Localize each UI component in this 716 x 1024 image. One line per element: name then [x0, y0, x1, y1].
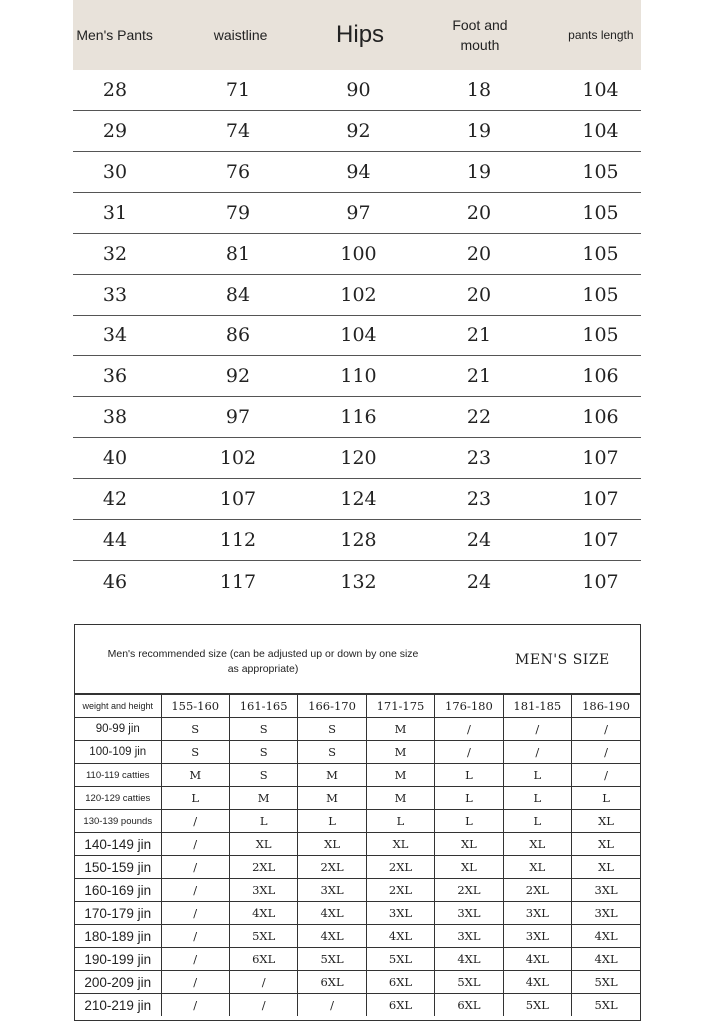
recommended-size-cell: S [229, 764, 297, 787]
recommended-size-cell: XL [435, 833, 503, 856]
cell-size: 30 [102, 160, 128, 183]
recommended-size-cell: / [229, 994, 297, 1017]
recommended-size-cell: / [161, 833, 229, 856]
cell-hips: 104 [340, 324, 377, 347]
recommended-size-cell: / [503, 741, 571, 764]
cell-waistline: 84 [225, 283, 251, 306]
recommended-size-cell: 3XL [503, 925, 571, 948]
recommended-size-cell: XL [572, 810, 640, 833]
cell-pants-length: 107 [582, 447, 619, 470]
weight-row [75, 764, 640, 787]
weight-label: 100-109 jin [75, 741, 161, 764]
cell-hips: 102 [340, 283, 377, 306]
cell-size: 36 [102, 365, 128, 388]
cell-pants-length: 107 [582, 488, 619, 511]
weight-label: 90-99 jin [75, 718, 161, 741]
cell-size: 32 [102, 242, 128, 265]
recommended-size-cell: / [572, 741, 640, 764]
weight-label: 190-199 jin [75, 948, 161, 971]
recommended-size-cell: XL [572, 856, 640, 879]
height-range: 166-170 [298, 695, 366, 718]
recommended-size-cell: 4XL [572, 925, 640, 948]
weight-label: 200-209 jin [75, 971, 161, 994]
cell-pants-length: 106 [582, 365, 619, 388]
cell-pants-length: 104 [582, 119, 619, 142]
weight-row [75, 718, 640, 741]
cell-pants-length: 105 [582, 201, 619, 224]
cell-pants-length: 107 [582, 570, 619, 593]
cell-pants-length: 104 [582, 78, 619, 101]
size-table-body [73, 70, 641, 602]
cell-hips: 92 [346, 119, 371, 142]
cell-waistline: 71 [225, 78, 251, 101]
recommended-size-cell: 5XL [435, 971, 503, 994]
recommended-size-cell: XL [298, 833, 366, 856]
recommended-size-cell: 6XL [298, 971, 366, 994]
recommended-size-cell: / [161, 856, 229, 879]
weight-row [75, 948, 640, 971]
cell-pants-length: 106 [582, 406, 619, 429]
recommended-size-cell: XL [503, 833, 571, 856]
cell-foot-and-mouth: 18 [466, 78, 492, 101]
cell-pants-length: 107 [582, 529, 619, 552]
weight-label: 120-129 catties [75, 787, 161, 810]
recommended-size-cell: / [298, 994, 366, 1017]
recommended-size-cell: 4XL [503, 971, 571, 994]
cell-foot-and-mouth: 20 [466, 201, 492, 224]
size-row [73, 70, 641, 111]
cell-foot-and-mouth: 23 [466, 447, 492, 470]
weight-label: 150-159 jin [75, 856, 161, 879]
size-row [73, 275, 641, 316]
weight-label: 170-179 jin [75, 902, 161, 925]
cell-waistline: 79 [225, 201, 251, 224]
recommended-size-cell: / [435, 718, 503, 741]
cell-hips: 100 [340, 242, 377, 265]
size-row [73, 520, 641, 561]
recommended-size-cell: M [298, 764, 366, 787]
cell-foot-and-mouth: 21 [466, 324, 492, 347]
weight-row [75, 833, 640, 856]
cell-foot-and-mouth: 23 [466, 488, 492, 511]
weight-label: 160-169 jin [75, 879, 161, 902]
recommended-size-chart [74, 624, 641, 1021]
height-range: 176-180 [435, 695, 503, 718]
cell-foot-and-mouth: 20 [466, 242, 492, 265]
cell-foot-and-mouth: 19 [466, 160, 492, 183]
recommended-size-cell: 4XL [229, 902, 297, 925]
weight-label: 140-149 jin [75, 833, 161, 856]
header-mens-pants: Men's Pants [76, 27, 153, 43]
corner-label: weight and height [75, 695, 161, 718]
recommended-size-cell: / [503, 718, 571, 741]
cell-pants-length: 105 [582, 242, 619, 265]
recommended-size-cell: / [572, 718, 640, 741]
cell-foot-and-mouth: 21 [466, 365, 492, 388]
size-row [73, 438, 641, 479]
cell-hips: 110 [340, 365, 377, 388]
recommended-size-cell: 2XL [435, 879, 503, 902]
recommended-size-cell: 2XL [366, 879, 434, 902]
recommended-size-cell: 2XL [366, 856, 434, 879]
cell-waistline: 107 [219, 488, 257, 511]
recommended-size-cell: XL [503, 856, 571, 879]
recommended-size-cell: 3XL [503, 902, 571, 925]
cell-hips: 94 [346, 160, 371, 183]
recommended-size-cell: / [161, 810, 229, 833]
mens-size-title: MEN'S SIZE [515, 652, 610, 668]
pants-size-table [73, 0, 641, 602]
size-row [73, 152, 641, 193]
recommended-size-cell: S [161, 718, 229, 741]
size-row [73, 397, 641, 438]
recommended-size-cell: S [298, 718, 366, 741]
recommended-size-cell: 3XL [366, 902, 434, 925]
cell-hips: 132 [340, 570, 377, 593]
weight-row [75, 879, 640, 902]
cell-size: 44 [102, 529, 128, 552]
cell-waistline: 76 [225, 160, 251, 183]
recommended-size-cell: L [366, 810, 434, 833]
recommended-size-cell: 4XL [572, 948, 640, 971]
height-range: 155-160 [161, 695, 229, 718]
recommended-size-cell: S [229, 741, 297, 764]
recommended-size-cell: / [161, 879, 229, 902]
weight-row [75, 810, 640, 833]
recommended-size-cell: L [435, 787, 503, 810]
header-foot-and-mouth: Foot and mouth [452, 17, 508, 53]
recommended-size-cell: M [366, 787, 434, 810]
recommended-size-cell: / [161, 971, 229, 994]
recommended-size-cell: 3XL [435, 925, 503, 948]
recommended-size-cell: 3XL [229, 879, 297, 902]
size-row [73, 561, 641, 602]
recommended-size-cell: L [503, 787, 571, 810]
recommended-size-cell: L [161, 787, 229, 810]
cell-hips: 124 [340, 488, 377, 511]
recommended-size-cell: 2XL [503, 879, 571, 902]
recommended-size-cell: 3XL [572, 879, 640, 902]
cell-foot-and-mouth: 19 [466, 119, 492, 142]
recommended-size-cell: S [298, 741, 366, 764]
recommended-size-cell: M [366, 718, 434, 741]
cell-waistline: 102 [219, 447, 257, 470]
height-range: 186-190 [572, 695, 640, 718]
recommended-size-cell: 3XL [298, 879, 366, 902]
cell-hips: 90 [346, 78, 371, 101]
recommended-size-cell: / [161, 925, 229, 948]
weight-row [75, 994, 640, 1017]
header-pants-length: pants length [568, 28, 634, 42]
cell-pants-length: 105 [582, 160, 619, 183]
recommended-size-cell: 6XL [366, 994, 434, 1017]
recommended-size-cell: 5XL [572, 971, 640, 994]
height-range: 171-175 [366, 695, 434, 718]
recommended-size-cell: 5XL [572, 994, 640, 1017]
cell-hips: 97 [346, 201, 371, 224]
recommended-size-cell: / [572, 764, 640, 787]
cell-waistline: 97 [225, 406, 251, 429]
recommended-size-cell: 5XL [229, 925, 297, 948]
cell-size: 33 [102, 283, 128, 306]
cell-waistline: 112 [219, 529, 257, 552]
weight-row [75, 902, 640, 925]
recommended-size-cell: 5XL [366, 948, 434, 971]
recommended-size-cell: 2XL [229, 856, 297, 879]
recommended-size-cell: L [298, 810, 366, 833]
recommended-size-cell: XL [435, 856, 503, 879]
cell-waistline: 86 [225, 324, 251, 347]
recommended-size-cell: S [161, 741, 229, 764]
header-hips: Hips [336, 21, 385, 48]
recommended-size-cell: XL [229, 833, 297, 856]
recommended-size-cell: 4XL [298, 902, 366, 925]
cell-foot-and-mouth: 24 [466, 529, 492, 552]
weight-row [75, 971, 640, 994]
recommended-size-cell: 5XL [298, 948, 366, 971]
cell-size: 29 [102, 119, 128, 142]
cell-hips: 116 [340, 406, 377, 429]
recommended-size-cell: L [503, 810, 571, 833]
recommended-size-cell: 6XL [435, 994, 503, 1017]
recommended-size-cell: M [298, 787, 366, 810]
weight-row [75, 925, 640, 948]
height-range: 181-185 [503, 695, 571, 718]
cell-foot-and-mouth: 20 [466, 283, 492, 306]
header-waistline: waistline [213, 27, 268, 43]
cell-waistline: 92 [225, 365, 251, 388]
weight-row [75, 856, 640, 879]
height-range: 161-165 [229, 695, 297, 718]
cell-hips: 120 [340, 447, 377, 470]
size-table-header [73, 0, 641, 70]
size-row [73, 234, 641, 275]
recommended-size-cell: / [161, 948, 229, 971]
weight-row [75, 787, 640, 810]
size-row [73, 479, 641, 520]
recommended-size-cell: / [161, 902, 229, 925]
cell-size: 40 [102, 447, 128, 470]
recommended-size-cell: / [435, 741, 503, 764]
recommended-size-cell: L [435, 764, 503, 787]
recommended-size-grid [75, 694, 640, 1016]
cell-waistline: 117 [219, 570, 257, 593]
weight-label: 130-139 pounds [75, 810, 161, 833]
cell-waistline: 81 [225, 242, 251, 265]
recommended-size-cell: 6XL [366, 971, 434, 994]
recommended-size-cell: M [229, 787, 297, 810]
recommended-size-cell: L [503, 764, 571, 787]
recommended-size-cell: 6XL [229, 948, 297, 971]
size-row [73, 111, 641, 152]
size-row [73, 356, 641, 397]
recommended-size-cell: / [161, 994, 229, 1017]
weight-row [75, 741, 640, 764]
cell-foot-and-mouth: 22 [466, 406, 492, 429]
recommended-size-cell: M [366, 741, 434, 764]
cell-size: 31 [102, 201, 128, 224]
recommended-size-cell: 5XL [503, 994, 571, 1017]
cell-pants-length: 105 [582, 324, 619, 347]
size-row [73, 193, 641, 234]
recommended-size-cell: 4XL [435, 948, 503, 971]
size-row [73, 316, 641, 357]
height-header-row [75, 695, 640, 718]
cell-waistline: 74 [225, 119, 251, 142]
recommended-size-cell: L [435, 810, 503, 833]
cell-hips: 128 [340, 529, 377, 552]
cell-pants-length: 105 [582, 283, 619, 306]
recommended-size-cell: XL [366, 833, 434, 856]
recommended-size-cell: M [366, 764, 434, 787]
recommended-size-cell: L [229, 810, 297, 833]
cell-foot-and-mouth: 24 [466, 570, 492, 593]
cell-size: 46 [102, 570, 128, 593]
recommended-size-cell: 4XL [503, 948, 571, 971]
weight-label: 210-219 jin [75, 994, 161, 1017]
recommended-size-cell: XL [572, 833, 640, 856]
cell-size: 42 [102, 488, 128, 511]
recommended-size-cell: M [161, 764, 229, 787]
recommended-size-note: Men's recommended size (can be adjusted up or down by one size as appropriate) [107, 648, 419, 675]
weight-label: 180-189 jin [75, 925, 161, 948]
cell-size: 34 [102, 324, 128, 347]
recommended-size-cell: / [229, 971, 297, 994]
cell-size: 38 [102, 406, 128, 429]
recommended-size-cell: L [572, 787, 640, 810]
cell-size: 28 [102, 78, 128, 101]
recommended-size-header [75, 625, 640, 694]
recommended-size-cell: 4XL [298, 925, 366, 948]
recommended-size-cell: S [229, 718, 297, 741]
recommended-size-cell: 3XL [435, 902, 503, 925]
weight-label: 110-119 catties [75, 764, 161, 787]
recommended-size-cell: 3XL [572, 902, 640, 925]
recommended-size-cell: 4XL [366, 925, 434, 948]
recommended-size-cell: 2XL [298, 856, 366, 879]
